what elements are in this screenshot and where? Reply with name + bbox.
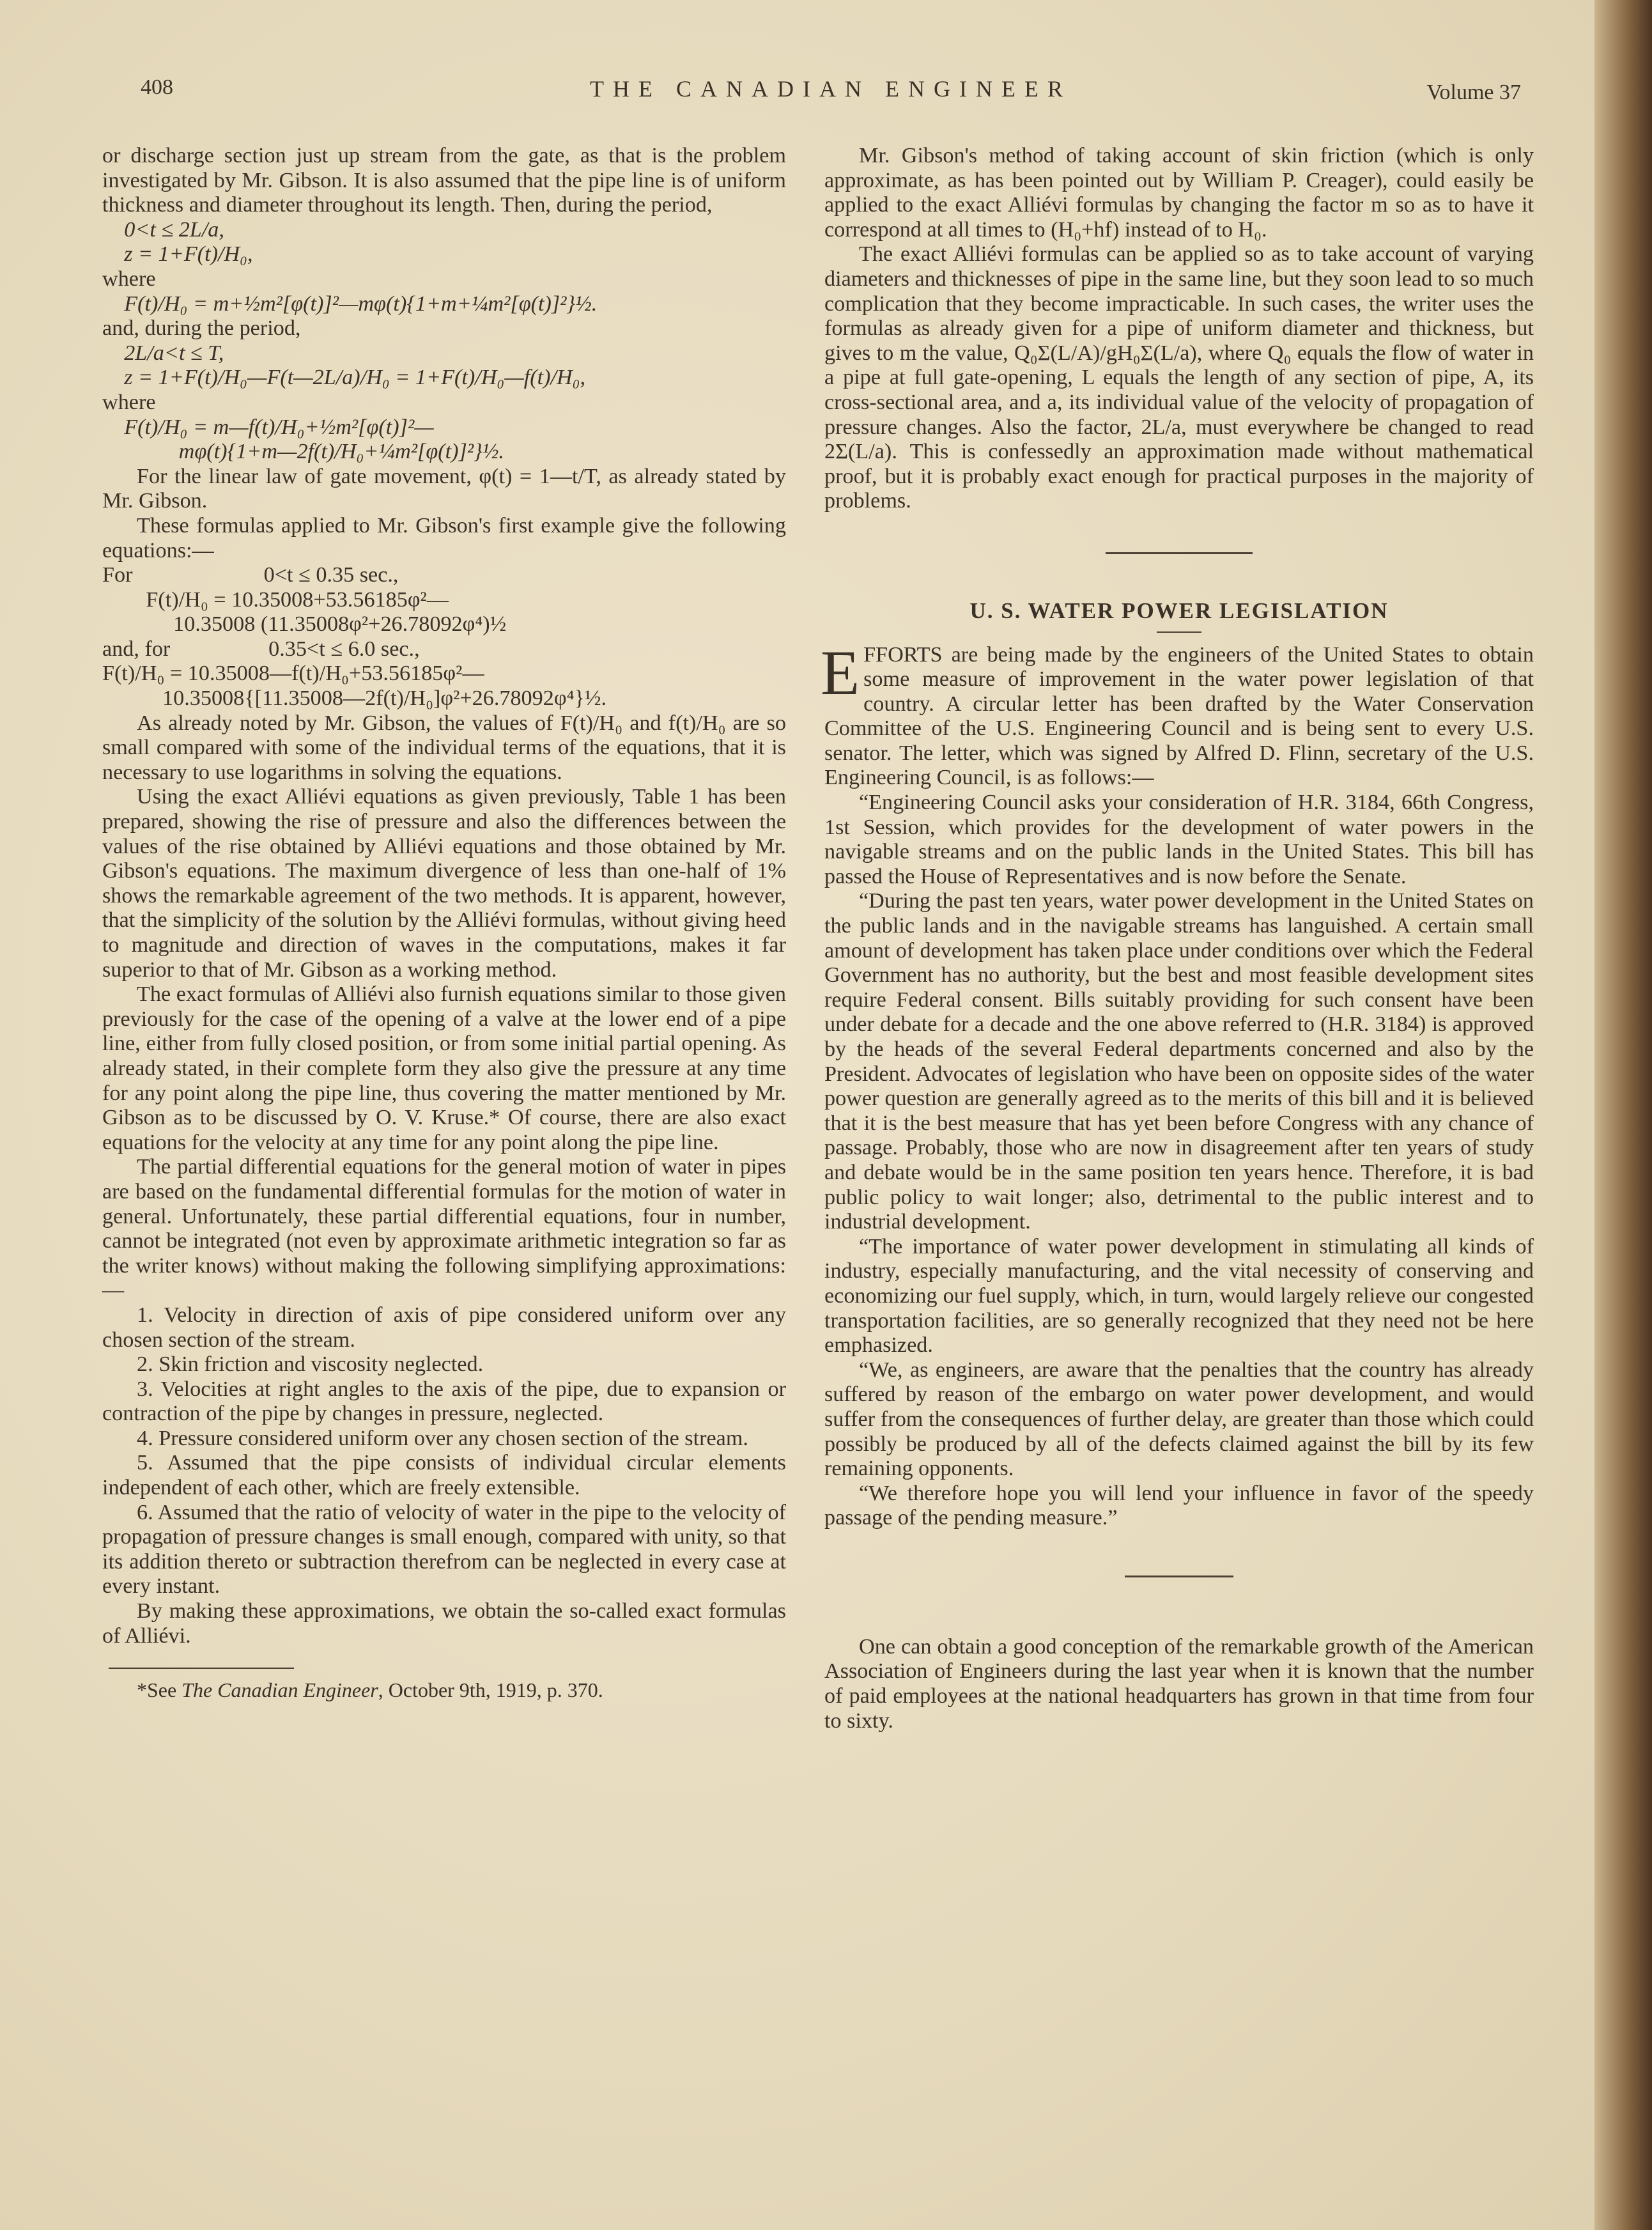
paragraph: One can obtain a good conception of the remarkable growth of the American Association of Engineers during the last year when it is known that the number of paid employees at the national headquarters has grown in that time from four to sixty.: [824, 1634, 1534, 1733]
equation: 0<t ≤ 2L/a,: [102, 217, 224, 242]
equation: 10.35008{[11.35008—2f(t)/H₀]φ²+26.78092φ⁴}½.: [102, 686, 607, 711]
journal-title: THE CANADIAN ENGINEER: [590, 76, 1072, 102]
footnote-prefix: *See: [137, 1678, 182, 1702]
section-divider: [1125, 1576, 1233, 1577]
footnote-title: The Canadian Engineer: [181, 1678, 378, 1702]
paragraph: “We therefore hope you will lend your influence in favor of the speedy passage of the pending measure.”: [824, 1481, 1534, 1530]
list-item: 2. Skin friction and viscosity neglected.: [137, 1352, 484, 1377]
paragraph: As already noted by Mr. Gibson, the values of F(t)/H₀ and f(t)/H₀ are so small compared with some of the individual terms of the equations, that it is necessary to use logarithms in solving the equations.: [102, 711, 786, 784]
list-item: 1. Velocity in direction of axis of pipe considered uniform over any chosen section of the stream.: [102, 1303, 786, 1352]
paragraph: “We, as engineers, are aware that the penalties that the country has already suffered by reason of the embargo on water power development, and would suffer from the consequences of further delay, are greater than those which could possibly be produced by all of the defects claimed against the bill by its few remaining opponents.: [824, 1358, 1534, 1481]
equation: F(t)/H₀ = m+½m²[φ(t)]²—mφ(t){1+m+¼m²[φ(t)]²}½.: [102, 291, 598, 316]
paragraph: For the linear law of gate movement, φ(t) = 1—t/T, as already stated by Mr. Gibson.: [102, 464, 786, 513]
equation: For 0<t ≤ 0.35 sec.,: [102, 563, 399, 587]
paragraph: Mr. Gibson's method of taking account of skin friction (which is only approximate, as has been pointed out by William P. Creager), could easily be applied to the exact Alliévi formulas by changing the factor m so as to have it correspond at all times to (H₀+hf) instead of to H₀.: [824, 144, 1534, 242]
equation: 10.35008 (11.35008φ²+26.78092φ⁴)½: [102, 612, 507, 637]
volume-label: Volume 37: [1426, 81, 1521, 104]
equation: F(t)/H₀ = 10.35008+53.56185φ²—: [102, 587, 449, 612]
equation: z = 1+F(t)/H₀—F(t—2L/a)/H₀ = 1+F(t)/H₀—f(t)/H₀,: [102, 366, 586, 390]
section-title: U. S. WATER POWER LEGISLATION: [969, 598, 1389, 623]
equation: and, for 0.35<t ≤ 6.0 sec.,: [102, 637, 420, 661]
equation: F(t)/H₀ = 10.35008—f(t)/H₀+53.56185φ²—: [102, 662, 484, 686]
list-item: 4. Pressure considered uniform over any chosen section of the stream.: [137, 1426, 748, 1450]
paragraph: “During the past ten years, water power development in the United States on the public lands and in the navigable streams has languished. A certain small amount of development has taken place under conditions over which the Federal Government has no authority, but the best and most feasible development sites require Federal consent. Bills suitably providing for such consent have been under debate for a decade and the one above referred to (H.R. 3184) is approved by the heads of the several Federal departments concerned and also by the President. Advocates of legislation who have been on opposite sides of the water power question are generally agreed as to the merits of this bill and it is believed that it is the best measure that has yet been before Congress with any chance of passage. Probably, those who are now in disagreement after ten years of study and debate would be in the same position ten years hence. Therefore, it is bad public policy to wait longer; also, detrimental to the public interest and to industrial development.: [824, 889, 1534, 1234]
running-header: [141, 75, 1521, 114]
paragraph-text: FFORTS are being made by the engineers of the United States to obtain some measure of improvement in the water power legislation of that country. A circular letter has been drafted by the Water Conservation Committee of the U.S. Engineering Council and is being sent to every U.S. senator. The letter, which was signed by Alfred D. Flinn, secretary of the U.S. Engineering Council, is as follows:—: [824, 642, 1534, 790]
footnote-suffix: , October 9th, 1919, p. 370.: [378, 1678, 603, 1702]
equation: z = 1+F(t)/H₀,: [102, 242, 253, 267]
paragraph: or discharge section just up stream from the gate, as that is the problem investigated by Mr. Gibson. It is also assumed that the pipe line is of uniform thickness and diameter throughout its length. Then, during the period,: [102, 144, 786, 217]
paragraph: The exact formulas of Alliévi also furnish equations similar to those given previously for the case of the opening of a valve at the lower end of a pipe line, either from fully closed position, or from some initial partial opening. As already stated, in their complete form they also give the pressure at any time for any point along the pipe line, thus covering the matter mentioned by Mr. Gibson as to be discussed by O. V. Kruse.* Of course, there are also exact equations for the velocity at any time for any point along the pipe line.: [102, 982, 786, 1154]
paragraph: “The importance of water power development in stimulating all kinds of industry, especially manufacturing, and the vital necessity of conserving and economizing our fuel supply, which, in turn, would largely relieve our congested transportation facilities, are so generally recognized that they need not be here emphasized.: [824, 1234, 1534, 1358]
left-column: [102, 144, 786, 1703]
equation: F(t)/H₀ = m—f(t)/H₀+½m²[φ(t)]²—: [102, 415, 434, 439]
list-item: 5. Assumed that the pipe consists of individual circular elements independent of each other, which are freely extensible.: [102, 1451, 786, 1500]
paragraph: These formulas applied to Mr. Gibson's first example give the following equations:—: [102, 513, 786, 562]
paragraph: The partial differential equations for the general motion of water in pipes are based on the fundamental differential formulas for the motion of water in general. Unfortunately, these partial differential equations, four in number, cannot be integrated (not even by approximate arithmetic integration so far as the writer knows) without making the following simplifying approximations:—: [102, 1155, 786, 1303]
page-number: 408: [141, 75, 173, 99]
paragraph: and, during the period,: [102, 316, 301, 341]
paragraph: [821, 637, 1534, 791]
paragraph: “Engineering Council asks your consideration of H.R. 3184, 66th Congress, 1st Session, which provides for the development of water powers in the navigable streams and on the public lands in the United States. This bill has passed the House of Representatives and is now before the Senate.: [824, 791, 1534, 888]
section-divider: [1106, 552, 1253, 554]
title-underline: [1157, 631, 1201, 633]
footnote: [102, 1678, 786, 1703]
right-column: [821, 144, 1534, 1733]
drop-cap: E: [821, 637, 860, 708]
paragraph: The exact Alliévi formulas can be applied so as to take account of varying diameters and thicknesses of pipe in the same line, but they soon lead to so much complication that they become impracticable. In such cases, the writer uses the formulas as already given for a pipe of uniform diameter and thickness, but gives to m the value, Q₀Σ(L/A)/gH₀Σ(L/a), where Q₀ equals the flow of water in a pipe at full gate-opening, L equals the length of any section of pipe, A, its cross-sectional area, and a, its individual value of the velocity of propagation of pressure changes. Also the factor, 2L/a, must everywhere be changed to read 2Σ(L/a). This is confessedly an approximation made without mathematical proof, but it is probably exact enough for practical purposes in the majority of problems.: [824, 242, 1534, 513]
paragraph: By making these approximations, we obtain the so-called exact formulas of Alliévi.: [102, 1599, 786, 1648]
list-item: 3. Velocities at right angles to the axis of the pipe, due to expansion or contraction of the pipe by changes in pressure, neglected.: [102, 1377, 786, 1426]
equation: 2L/a<t ≤ T,: [102, 341, 224, 365]
equation: mφ(t){1+m—2f(t)/H₀+¼m²[φ(t)]²}½.: [102, 440, 504, 464]
book-spine-shadow: [1594, 0, 1652, 2230]
list-item: 6. Assumed that the ratio of velocity of water in the pipe to the velocity of propagation of pressure changes is small enough, compared with unity, so that its addition thereto or subtraction therefrom can be neglected in every case at every instant.: [102, 1500, 786, 1599]
paragraph: where: [102, 267, 156, 291]
paragraph: Using the exact Alliévi equations as given previously, Table 1 has been prepared, showing the rise of pressure and also the differences between the values of the rise obtained by Alliévi equations and those obtained by Mr. Gibson's equations. The maximum divergence of less than one-half of 1% shows the remarkable agreement of the two methods. It is apparent, however, that the simplicity of the solution by the Alliévi formulas, without giving heed to magnitude and direction of waves in the computations, makes it far superior to that of Mr. Gibson as a working method.: [102, 785, 786, 982]
paragraph: where: [102, 390, 156, 414]
footnote-divider: [109, 1668, 294, 1669]
